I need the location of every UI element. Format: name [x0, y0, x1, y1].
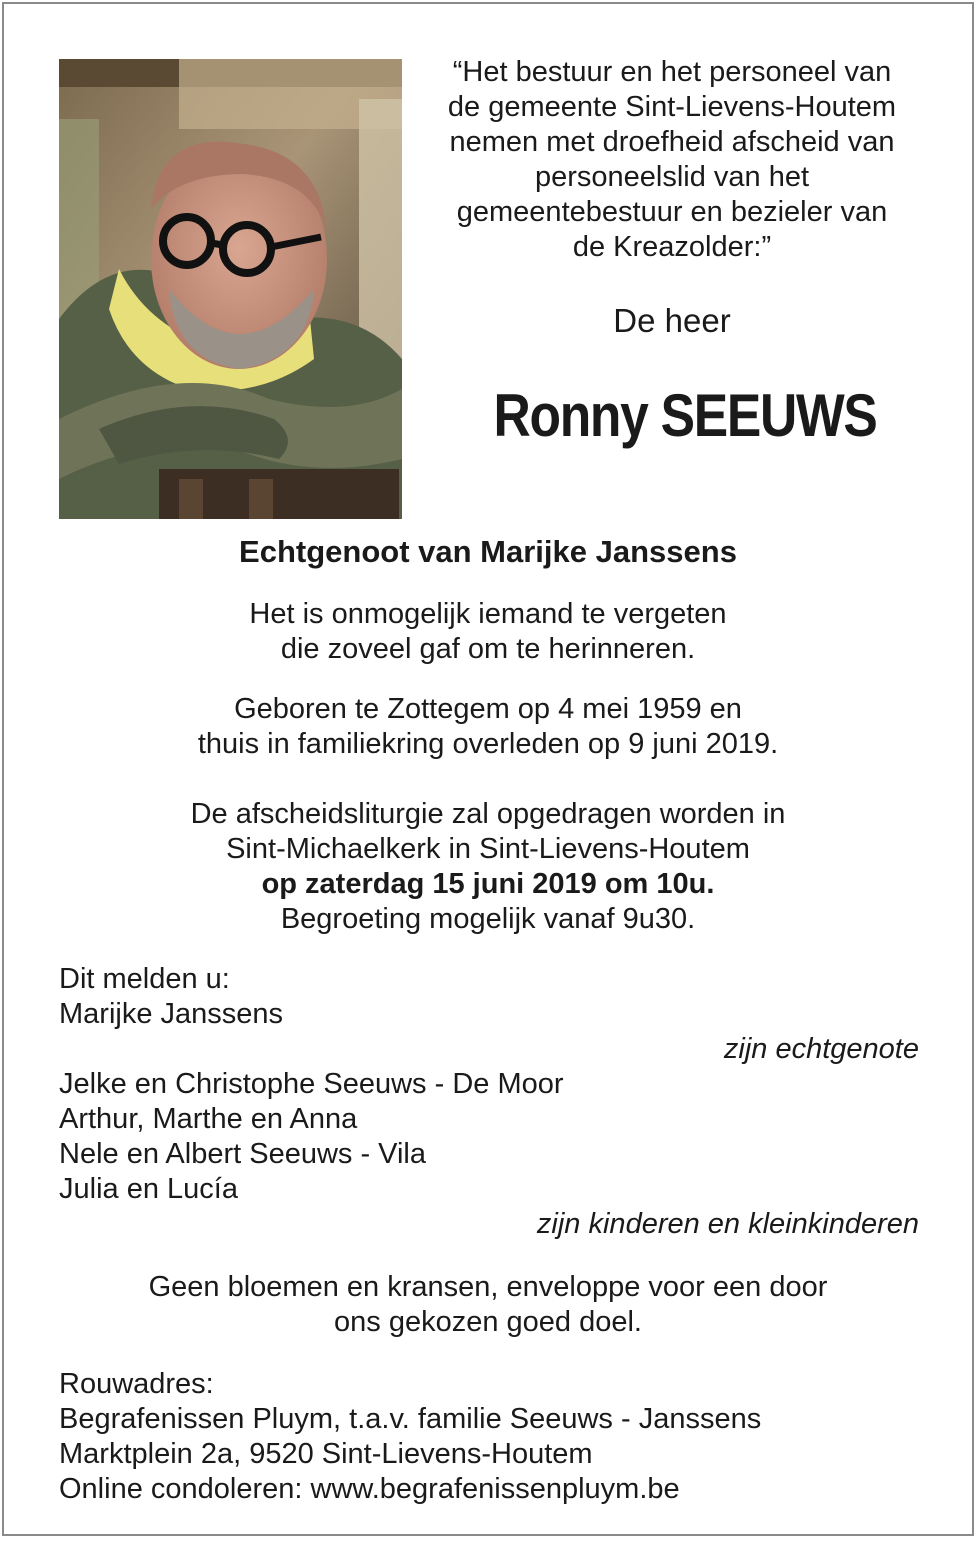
condolence-link[interactable]: Online condoleren: www.begrafenissenpluym.be	[59, 1473, 680, 1505]
ceremony-line: De afscheidsliturgie zal opgedragen worden in	[190, 798, 786, 830]
intro-line: de Kreazolder:”	[572, 231, 772, 263]
portrait-photo	[59, 59, 402, 519]
announcers-intro: Dit melden u:	[59, 963, 230, 995]
death-line: thuis in familiekring overleden op 9 juni 2019.	[197, 728, 779, 760]
birth-death-info	[0, 692, 976, 762]
flowers-notice	[0, 1270, 976, 1340]
ceremony-info	[0, 797, 976, 937]
birth-line: Geboren te Zottegem op 4 mei 1959 en	[234, 693, 742, 725]
flowers-line: Geen bloemen en kransen, enveloppe voor een door	[148, 1271, 828, 1303]
flowers-line: ons gekozen goed doel.	[334, 1306, 642, 1338]
address-line: Marktplein 2a, 9520 Sint-Lievens-Houtem	[59, 1438, 593, 1470]
address-label: Rouwadres:	[59, 1368, 214, 1400]
announcers-list	[59, 962, 919, 1242]
spouse-role: zijn echtgenote	[723, 1033, 919, 1065]
ceremony-date: op zaterdag 15 juni 2019 om 10u.	[261, 868, 715, 900]
intro-line: nemen met droefheid afscheid van	[449, 126, 895, 158]
child-line: Julia en Lucía	[59, 1173, 238, 1205]
mourning-address	[59, 1367, 919, 1507]
intro-line: personeelslid van het	[534, 161, 810, 193]
intro-line: de gemeente Sint-Lievens-Houtem	[447, 91, 897, 123]
address-line: Begrafenissen Pluym, t.a.v. familie Seeuws - Janssens	[59, 1403, 762, 1435]
spouse-line: Echtgenoot van Marijke Janssens	[239, 534, 737, 569]
salutation: De heer	[613, 302, 731, 339]
quote-line: die zoveel gaf om te herinneren.	[280, 633, 696, 665]
deceased-name: Ronny SEEUWS	[493, 382, 877, 449]
quote-line: Het is onmogelijk iemand te vergeten	[249, 598, 727, 630]
intro-line: “Het bestuur en het personeel van	[452, 56, 892, 88]
intro-line: gemeentebestuur en bezieler van	[456, 196, 888, 228]
child-line: Jelke en Christophe Seeuws - De Moor	[59, 1068, 564, 1100]
spouse-name: Marijke Janssens	[59, 998, 284, 1030]
child-line: Nele en Albert Seeuws - Vila	[59, 1138, 427, 1170]
child-line: Arthur, Marthe en Anna	[59, 1103, 358, 1135]
intro-quote	[425, 55, 919, 265]
visit-line: Begroeting mogelijk vanaf 9u30.	[280, 903, 696, 935]
children-role: zijn kinderen en kleinkinderen	[536, 1208, 919, 1240]
remembrance-quote	[0, 597, 976, 667]
ceremony-line: Sint-Michaelkerk in Sint-Lievens-Houtem	[226, 833, 750, 865]
